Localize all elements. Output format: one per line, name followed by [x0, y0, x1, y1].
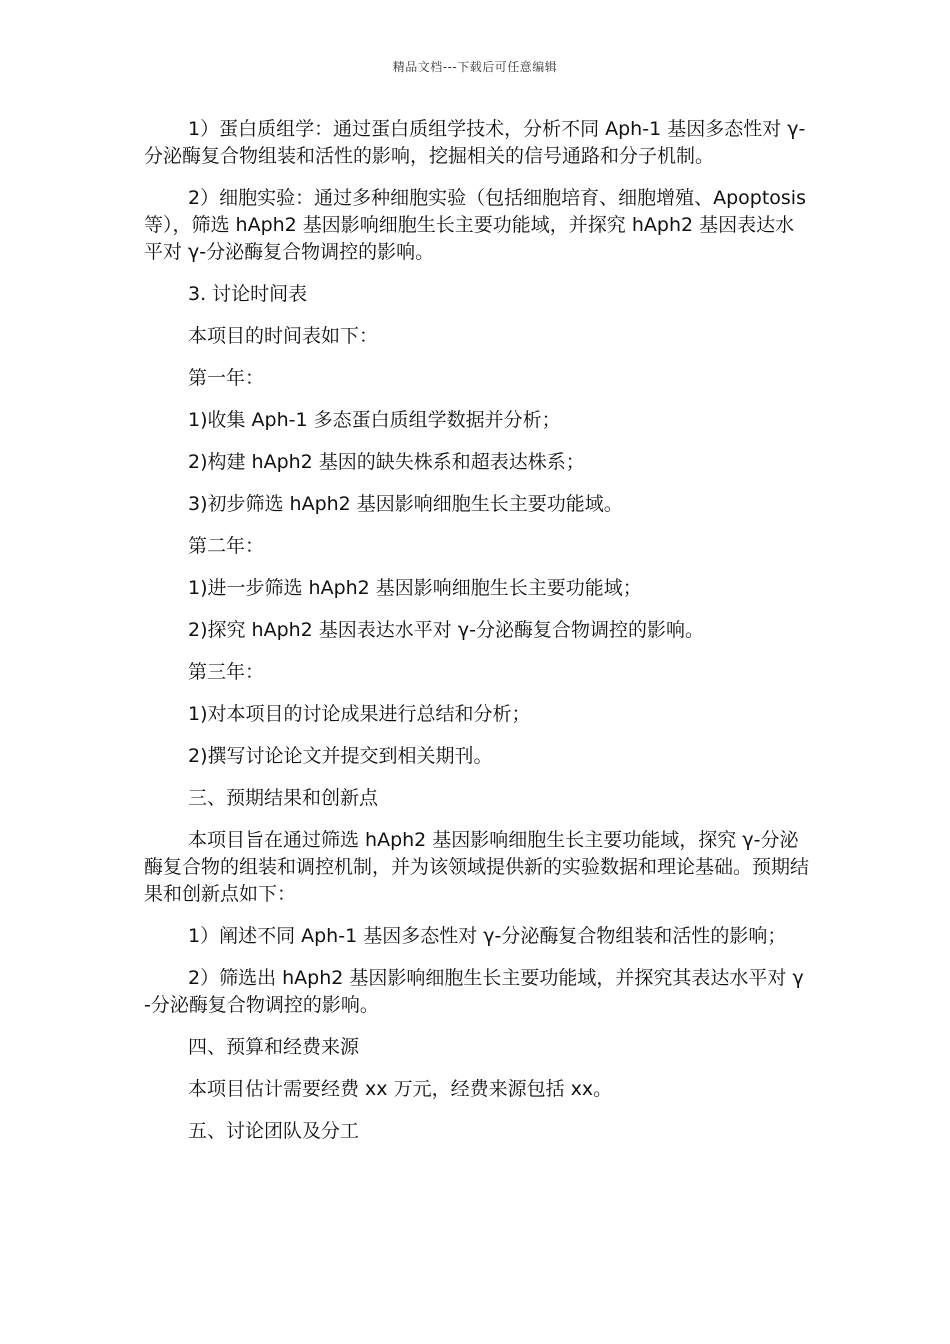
timeline-year-two: 第二年： [188, 535, 265, 557]
list-item: 2)构建 hAph2 基因的缺失株系和超表达株系； [188, 451, 585, 473]
section-heading-expected-results: 三、预期结果和创新点 [188, 787, 379, 809]
section-heading-budget: 四、预算和经费来源 [188, 1036, 360, 1058]
list-item: 1)对本项目的讨论成果进行总结和分析； [188, 703, 531, 725]
paragraph-budget: 本项目估计需要经费 xx 万元，经费来源包括 xx。 [188, 1078, 613, 1100]
section-heading-team: 五、讨论团队及分工 [188, 1120, 360, 1142]
list-item: 2)探究 hAph2 基因表达水平对 γ-分泌酶复合物调控的影响。 [188, 619, 704, 641]
paragraph-expected-results: 本项目旨在通过筛选 hAph2 基因影响细胞生长主要功能域，探究 γ-分泌酶复合物的组装和调控机制，并为该领域提供新的实验数据和理论基础。预期结果和创新点如下： [144, 829, 810, 905]
list-item: 2)撰写讨论论文并提交到相关期刊。 [188, 745, 493, 767]
list-item: 3)初步筛选 hAph2 基因影响细胞生长主要功能域。 [188, 493, 623, 515]
paragraph-timeline-intro: 本项目的时间表如下： [188, 325, 379, 347]
list-item: 1）阐述不同 Aph-1 基因多态性对 γ-分泌酶复合物组装和活性的影响； [188, 925, 787, 947]
timeline-year-one: 第一年： [188, 367, 265, 389]
paragraph-cell-experiment: 2）细胞实验：通过多种细胞实验（包括细胞培育、细胞增殖、Apoptosis 等），筛选 hAph2 基因影响细胞生长主要功能域，并探究 hAph2 基因表达水平对 γ-分泌酶复合物调控的影响。 [144, 187, 806, 263]
page-header: 精品文档---下载后可任意编辑 [392, 60, 558, 74]
list-item: 1)收集 Aph-1 多态蛋白质组学数据并分析； [188, 409, 561, 431]
timeline-year-three: 第三年： [188, 661, 265, 683]
paragraph-proteomics: 1）蛋白质组学：通过蛋白质组学技术，分析不同 Aph-1 基因多态性对 γ-分泌酶复合物组装和活性的影响，挖掘相关的信号通路和分子机制。 [144, 118, 806, 167]
list-item: 1)进一步筛选 hAph2 基因影响细胞生长主要功能域； [188, 577, 642, 599]
list-item: 2）筛选出 hAph2 基因影响细胞生长主要功能域，并探究其表达水平对 γ-分泌酶复合物调控的影响。 [144, 967, 804, 1016]
section-heading-timeline: 3. 讨论时间表 [188, 283, 308, 305]
document-body [144, 116, 809, 1160]
